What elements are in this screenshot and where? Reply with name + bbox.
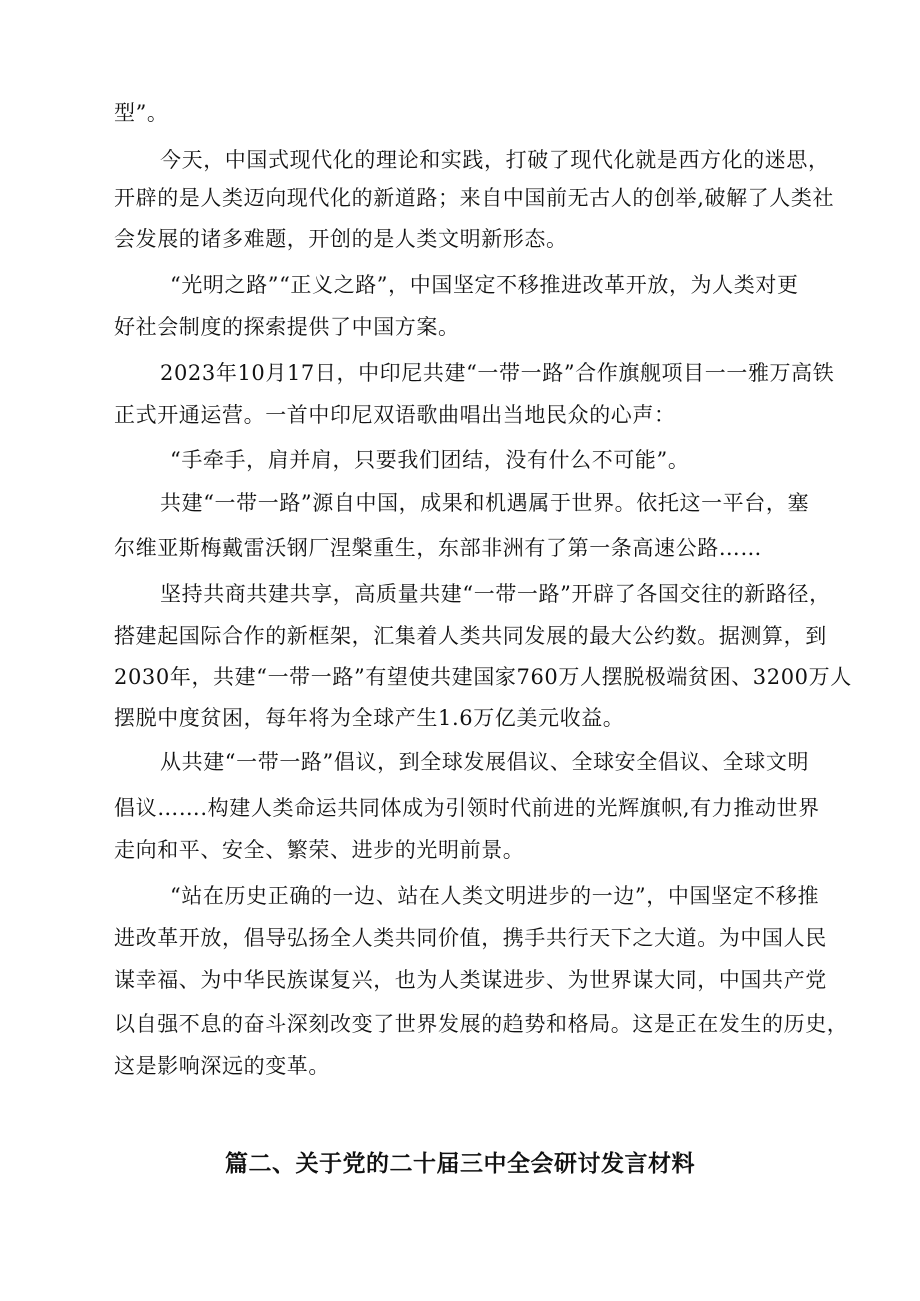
text-line: 走向和平、安全、繁荣、进步的光明前景。: [114, 838, 525, 862]
text-line: 今天，中国式现代化的理论和实践，打破了现代化就是西方化的迷思，: [160, 148, 830, 172]
text-line: “站在历史正确的一边、站在人类文明进步的一边”，中国坚定不移推: [170, 884, 820, 908]
text-line: 好社会制度的探索提供了中国方案。: [114, 315, 460, 339]
text-line: 这是影响深远的变革。: [114, 1054, 330, 1078]
text-line: 坚持共商共建共享，高质量共建“一带一路”开辟了各国交往的新路径，: [160, 582, 831, 606]
text-line: 倡议…….构建人类命运共同体成为引领时代前进的光辉旗帜,有力推动世界: [114, 796, 820, 820]
text-line: 2023年10月17日，中印尼共建“一带一路”合作旗舰项目一一雅万高铁: [160, 361, 835, 385]
text-line: 正式开通运营。一首中印尼双语歌曲唱出当地民众的心声：: [114, 403, 676, 427]
text-line: 摆脱中度贫困，每年将为全球产生1.6万亿美元收益。: [114, 706, 625, 730]
text-line: 会发展的诸多难题，开创的是人类文明新形态。: [114, 227, 568, 251]
text-line: 开辟的是人类迈向现代化的新道路；来自中国前无古人的创举,破解了人类社: [114, 186, 835, 210]
text-line: 搭建起国际合作的新框架，汇集着人类共同发展的最大公约数。据测算，到: [114, 624, 827, 648]
section-heading: 篇二、关于党的二十届三中全会研讨发言材料: [225, 1151, 695, 1177]
text-line: 尔维亚斯梅戴雷沃钢厂涅槃重生，东部非洲有了第一条高速公路……: [114, 536, 762, 560]
text-line: 谋幸福、为中华民族谋复兴，也为人类谋进步、为世界谋大同，中国共产党: [114, 968, 827, 992]
text-line: 进改革开放，倡导弘扬全人类共同价值，携手共行天下之大道。为中国人民: [114, 926, 827, 950]
text-line: “手牵手，肩并肩，只要我们团结，没有什么不可能”。: [170, 448, 690, 472]
text-line: 型”。: [114, 101, 169, 125]
text-line: 共建“一带一路”源自中国，成果和机遇属于世界。依托这一平台，塞: [160, 491, 810, 515]
text-line: 2030年，共建“一带一路”有望使共建国家760万人摆脱极端贫困、3200万人: [114, 665, 852, 689]
text-line: “光明之路”“正义之路”，中国坚定不移推进改革开放，为人类对更: [170, 273, 799, 297]
text-line: 以自强不息的奋斗深刻改变了世界发展的趋势和格局。这是正在发生的历史，: [114, 1012, 849, 1036]
text-line: 从共建“一带一路”倡议，到全球发展倡议、全球安全倡议、全球文明: [160, 750, 810, 774]
